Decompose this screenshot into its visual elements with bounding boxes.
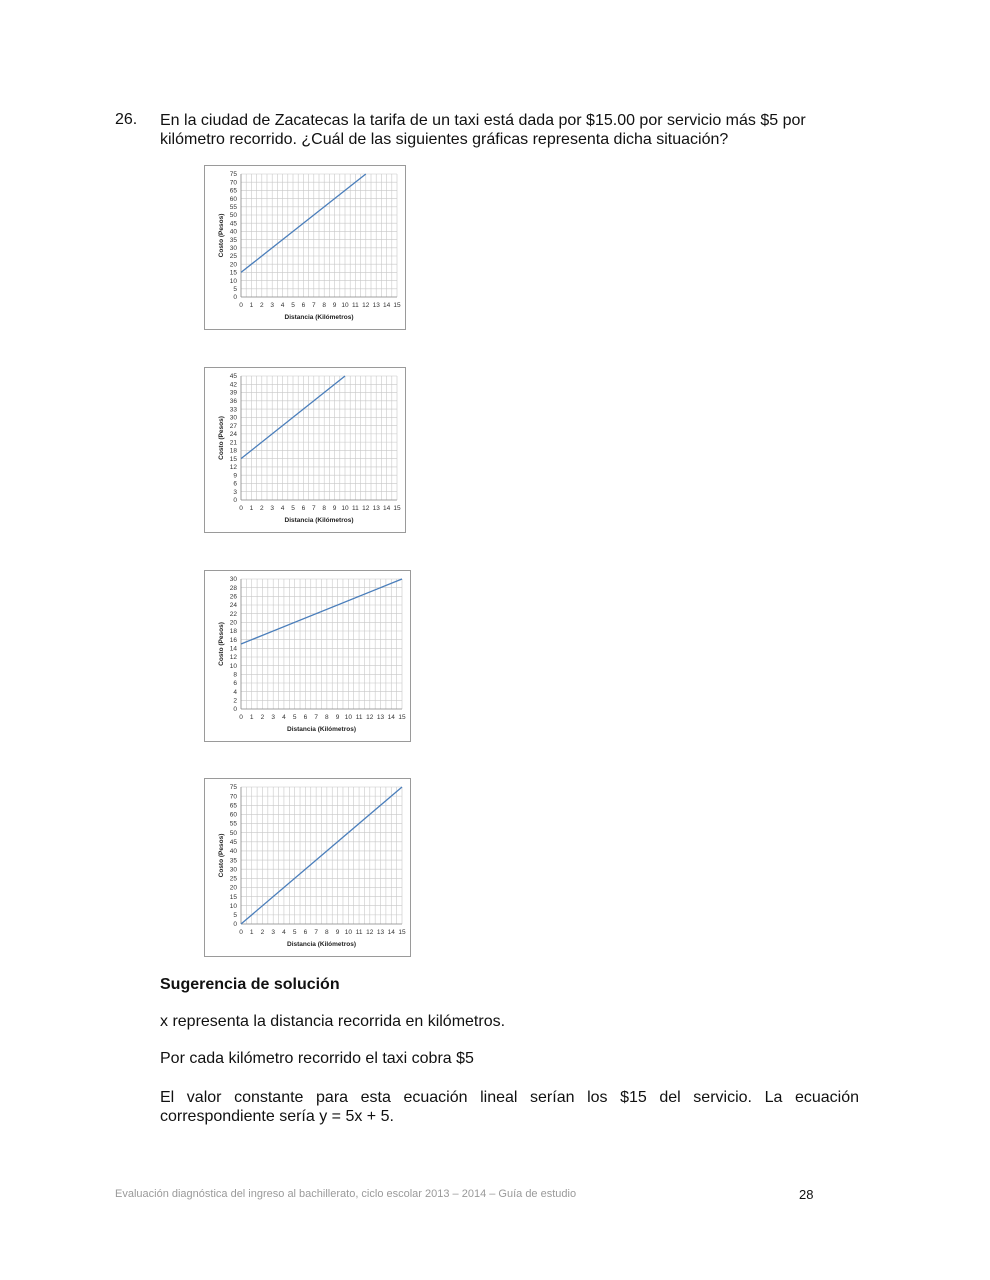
x-tick-label: 7	[311, 302, 316, 309]
x-tick-label: 6	[301, 505, 306, 512]
x-tick-label: 12	[366, 714, 374, 721]
x-tick-label: 13	[372, 505, 380, 512]
y-tick-label: 21	[229, 439, 237, 447]
x-tick-label: 5	[292, 714, 297, 721]
y-tick-label: 35	[229, 857, 237, 865]
x-tick-label: 1	[249, 505, 254, 512]
y-tick-label: 55	[229, 820, 237, 828]
y-axis-title: Costo (Pesos)	[218, 622, 225, 666]
y-tick-label: 27	[229, 422, 237, 430]
x-tick-label: 9	[332, 505, 337, 512]
y-tick-label: 18	[229, 628, 237, 636]
x-tick-label: 11	[355, 929, 363, 936]
x-tick-label: 9	[335, 929, 340, 936]
y-tick-label: 24	[229, 431, 237, 439]
y-tick-label: 0	[233, 706, 237, 714]
x-tick-label: 8	[322, 505, 327, 512]
x-tick-label: 12	[366, 929, 374, 936]
y-tick-label: 45	[229, 839, 237, 846]
y-tick-label: 26	[229, 593, 237, 601]
y-axis-title: Costo (Pesos)	[218, 416, 225, 460]
chart-option-1	[204, 165, 406, 330]
x-tick-label: 10	[341, 505, 349, 512]
y-tick-label: 15	[229, 893, 237, 901]
x-axis-title: Distancia (Kilómetros)	[284, 517, 354, 524]
x-tick-label: 15	[393, 302, 401, 309]
x-tick-label: 4	[282, 714, 286, 721]
y-tick-label: 25	[229, 253, 237, 261]
y-tick-label: 12	[229, 654, 237, 662]
solution-paragraph-2: Por cada kilómetro recorrido el taxi cobra $5	[160, 1050, 474, 1067]
x-tick-label: 2	[259, 302, 264, 309]
y-tick-label: 15	[229, 269, 237, 277]
y-tick-label: 10	[229, 662, 237, 670]
x-tick-label: 7	[314, 714, 318, 721]
question-number: 26.	[115, 111, 138, 128]
y-tick-label: 30	[229, 414, 237, 422]
footer-text: Evaluación diagnóstica del ingreso al bachillerato, ciclo escolar 2013 – 2014 – Guía de estudio	[115, 1188, 577, 1200]
solution-paragraph-1: x representa la distancia recorrida en kilómetros.	[160, 1013, 506, 1030]
x-tick-label: 3	[271, 929, 276, 936]
y-tick-label: 0	[233, 921, 237, 929]
y-tick-label: 65	[229, 802, 237, 810]
x-tick-label: 8	[322, 302, 327, 309]
question-text: En la ciudad de Zacatecas la tarifa de un taxi está dada por $15.00 por servicio más $5 por kilómetro recorrido. ¿Cuál de las siguientes gráficas representa dicha situación?	[160, 112, 806, 148]
y-tick-label: 33	[229, 406, 237, 414]
page-number: 28	[799, 1187, 814, 1202]
x-tick-label: 6	[303, 714, 308, 721]
y-tick-label: 3	[233, 488, 237, 496]
y-tick-label: 40	[229, 848, 237, 856]
x-tick-label: 0	[239, 714, 243, 721]
y-tick-label: 0	[233, 497, 237, 505]
x-tick-label: 1	[249, 302, 254, 309]
chart-option-4	[204, 778, 411, 957]
x-tick-label: 13	[376, 714, 385, 721]
x-tick-label: 10	[344, 714, 352, 721]
y-tick-label: 22	[229, 610, 237, 618]
x-axis-title: Distancia (Kilómetros)	[287, 941, 356, 948]
x-tick-label: 2	[260, 714, 265, 721]
y-tick-label: 30	[229, 576, 237, 584]
y-tick-label: 45	[229, 220, 237, 228]
y-tick-label: 0	[233, 294, 237, 302]
y-tick-label: 45	[229, 373, 237, 381]
x-tick-label: 2	[259, 505, 264, 512]
y-tick-label: 50	[229, 212, 237, 220]
y-tick-label: 36	[229, 398, 237, 405]
x-tick-label: 2	[260, 929, 265, 936]
y-tick-label: 15	[229, 455, 237, 463]
y-tick-label: 60	[229, 811, 237, 819]
y-tick-label: 35	[229, 236, 237, 244]
chart-svg	[205, 368, 405, 532]
x-tick-label: 0	[239, 929, 243, 936]
y-tick-label: 30	[229, 245, 237, 252]
x-tick-label: 14	[387, 929, 395, 936]
y-tick-label: 75	[229, 171, 237, 179]
x-tick-label: 14	[382, 505, 391, 512]
y-tick-label: 10	[229, 902, 237, 910]
y-tick-label: 14	[229, 645, 237, 653]
x-tick-label: 10	[344, 929, 352, 936]
x-tick-label: 15	[393, 505, 401, 512]
x-tick-label: 3	[271, 714, 276, 721]
x-axis-title: Distancia (Kilómetros)	[284, 314, 354, 321]
x-tick-label: 11	[352, 505, 359, 512]
x-tick-label: 8	[325, 714, 329, 721]
y-tick-label: 8	[233, 671, 237, 679]
x-tick-label: 11	[352, 302, 359, 309]
y-tick-label: 20	[229, 261, 237, 269]
y-tick-label: 30	[229, 866, 237, 874]
x-tick-label: 14	[382, 302, 391, 309]
x-tick-label: 15	[398, 714, 406, 721]
y-tick-label: 20	[229, 619, 237, 627]
y-tick-label: 10	[229, 277, 237, 285]
y-tick-label: 65	[229, 187, 237, 195]
solution-title: Sugerencia de solución	[160, 976, 340, 993]
x-tick-label: 3	[270, 505, 275, 512]
chart-svg	[205, 571, 410, 741]
y-tick-label: 75	[229, 784, 237, 792]
solution-paragraph-3: El valor constante para esta ecuación lineal serían los $15 del servicio. La ecuación correspondiente sería y = 5x + 5.	[160, 1089, 859, 1125]
x-tick-label: 5	[291, 505, 295, 512]
x-tick-label: 5	[291, 302, 295, 309]
y-tick-label: 60	[229, 195, 237, 203]
y-tick-label: 42	[229, 381, 237, 389]
y-tick-label: 40	[229, 228, 237, 236]
y-tick-label: 5	[233, 286, 237, 293]
x-tick-label: 1	[249, 714, 254, 721]
x-tick-label: 0	[239, 505, 243, 512]
y-axis-title: Costo (Pesos)	[218, 213, 225, 258]
x-tick-label: 5	[292, 929, 297, 936]
y-tick-label: 5	[233, 912, 237, 920]
x-tick-label: 10	[341, 302, 349, 309]
x-tick-label: 4	[280, 302, 285, 309]
y-tick-label: 2	[233, 697, 237, 705]
y-tick-label: 24	[229, 602, 237, 610]
y-tick-label: 70	[229, 179, 237, 187]
x-tick-label: 3	[270, 302, 275, 309]
y-tick-label: 50	[229, 829, 237, 837]
chart-option-3	[204, 570, 411, 742]
x-axis-title: Distancia (Kilómetros)	[287, 726, 356, 733]
y-tick-label: 6	[233, 680, 237, 688]
chart-svg	[205, 779, 410, 956]
x-tick-label: 13	[372, 302, 380, 309]
y-tick-label: 9	[233, 472, 237, 480]
x-tick-label: 12	[362, 302, 370, 309]
y-tick-label: 39	[229, 389, 237, 397]
y-axis-title: Costo (Pesos)	[218, 833, 225, 878]
y-tick-label: 20	[229, 884, 237, 892]
y-tick-label: 25	[229, 875, 237, 883]
y-tick-label: 6	[233, 480, 237, 488]
x-tick-label: 1	[249, 929, 254, 936]
chart-option-2	[204, 367, 406, 533]
x-tick-label: 13	[376, 929, 385, 936]
x-tick-label: 7	[314, 929, 318, 936]
y-tick-label: 18	[229, 447, 237, 455]
y-tick-label: 16	[229, 636, 237, 644]
x-tick-label: 9	[332, 302, 337, 309]
x-tick-label: 11	[355, 714, 363, 721]
x-tick-label: 14	[387, 714, 395, 721]
y-tick-label: 4	[233, 688, 237, 696]
y-tick-label: 70	[229, 793, 237, 801]
chart-svg	[205, 166, 405, 329]
x-tick-label: 8	[325, 929, 329, 936]
x-tick-label: 9	[335, 714, 340, 721]
x-tick-label: 0	[239, 302, 243, 309]
x-tick-label: 4	[280, 505, 285, 512]
y-tick-label: 55	[229, 204, 237, 211]
x-tick-label: 4	[282, 929, 286, 936]
x-tick-label: 12	[362, 505, 370, 512]
x-tick-label: 7	[311, 505, 316, 512]
y-tick-label: 28	[229, 584, 237, 592]
x-tick-label: 6	[301, 302, 306, 309]
y-tick-label: 12	[229, 464, 237, 472]
x-tick-label: 6	[303, 929, 308, 936]
x-tick-label: 15	[398, 929, 406, 936]
